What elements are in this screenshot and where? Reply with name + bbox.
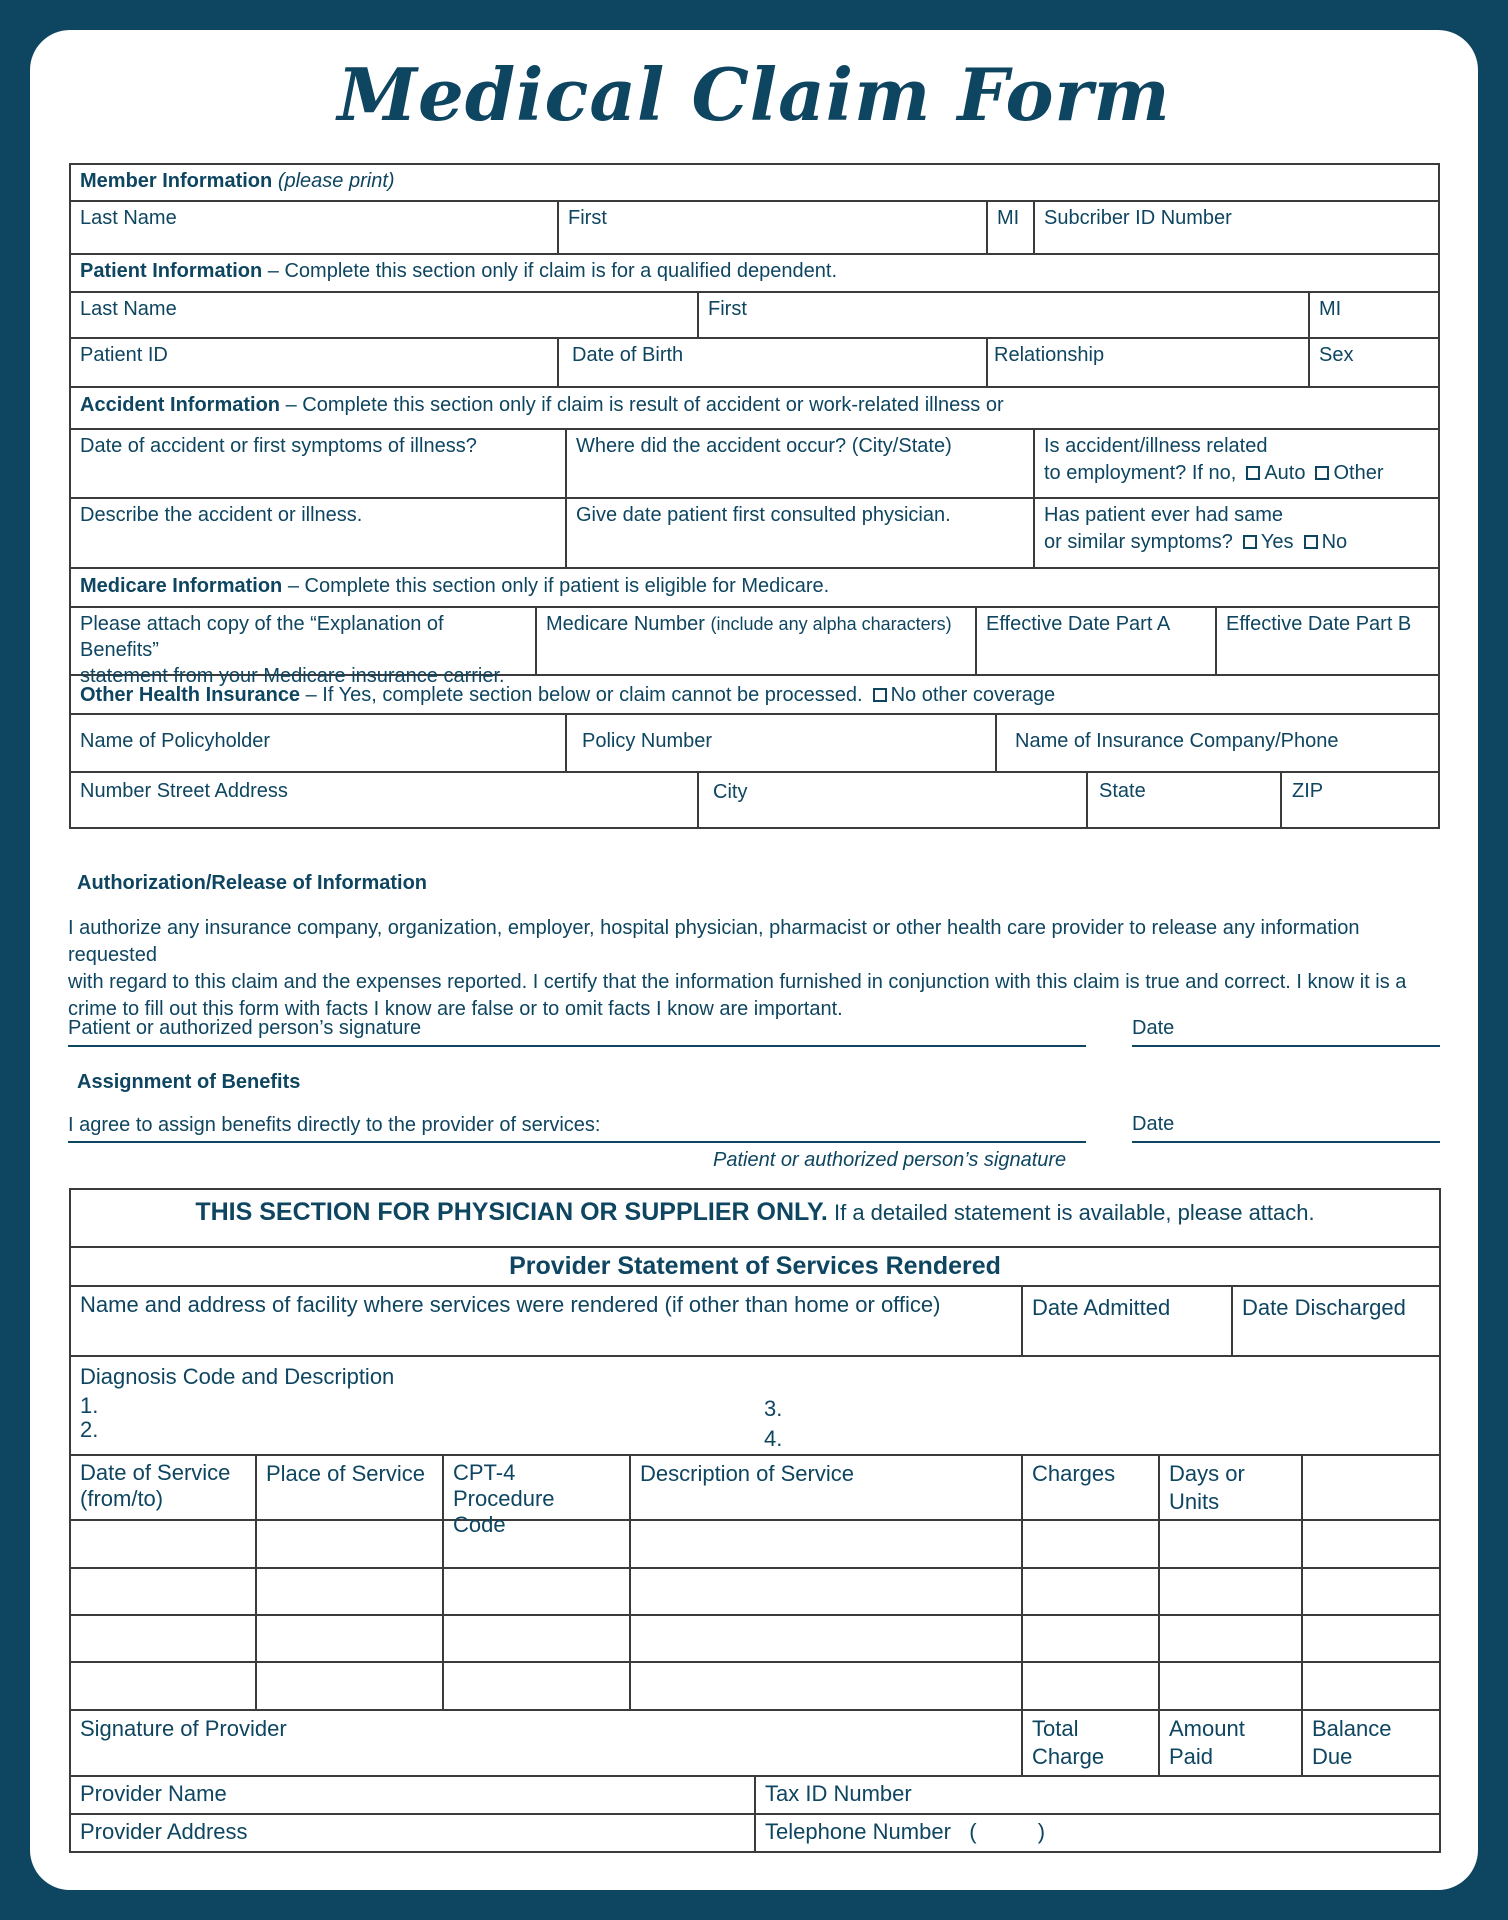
assignment-agree-label: I agree to assign benefits directly to the provider of services:	[68, 1114, 601, 1136]
accident-similar-field: Has patient ever had same or similar symptoms? Yes No	[1044, 504, 1348, 553]
authorization-date-label: Date	[1132, 1017, 1175, 1039]
city-field[interactable]: City	[713, 781, 748, 803]
auto-checkbox[interactable]	[1246, 466, 1260, 480]
diagnosis-1: 1.	[80, 1393, 99, 1418]
policyholder-field[interactable]: Name of Policyholder	[80, 730, 271, 752]
diagnosis-2: 2.	[80, 1417, 99, 1442]
member-heading: Member Information (please print)	[80, 170, 395, 192]
provider-signature-field[interactable]: Signature of Provider	[80, 1716, 287, 1741]
col-date-of-service: Date of Service (from/to)	[80, 1460, 231, 1511]
provider-name-field[interactable]: Provider Name	[80, 1781, 227, 1806]
table-row[interactable]	[71, 1521, 1439, 1567]
policy-number-field[interactable]: Policy Number	[582, 730, 713, 752]
total-charge-field[interactable]: Total Charge	[1032, 1716, 1105, 1769]
date-discharged-field[interactable]: Date Discharged	[1242, 1295, 1406, 1320]
accident-where-field[interactable]: Where did the accident occur? (City/State)	[576, 435, 952, 457]
yes-checkbox[interactable]	[1243, 535, 1257, 549]
col-days-units: Days or Units	[1169, 1461, 1245, 1514]
patient-last-name-field[interactable]: Last Name	[80, 298, 177, 320]
no-other-coverage-checkbox[interactable]	[873, 688, 887, 702]
patient-heading: Patient Information – Complete this section only if claim is for a qualified dependent.	[80, 260, 837, 282]
member-mi-field[interactable]: MI	[997, 207, 1020, 229]
insurance-company-field[interactable]: Name of Insurance Company/Phone	[1015, 730, 1339, 752]
accident-consulted-field[interactable]: Give date patient first consulted physician.	[576, 504, 951, 526]
table-row[interactable]	[71, 1569, 1439, 1614]
amount-paid-field[interactable]: Amount Paid	[1169, 1716, 1245, 1769]
medicare-heading: Medicare Information – Complete this section only if patient is eligible for Medicare.	[80, 575, 830, 597]
patient-mi-field[interactable]: MI	[1319, 298, 1342, 320]
date-admitted-field[interactable]: Date Admitted	[1032, 1295, 1171, 1320]
col-place-of-service: Place of Service	[266, 1461, 425, 1486]
accident-date-field[interactable]: Date of accident or first symptoms of illness?	[80, 435, 477, 457]
patient-relationship-field[interactable]: Relationship	[994, 344, 1105, 366]
physician-banner: THIS SECTION FOR PHYSICIAN OR SUPPLIER ONLY. If a detailed statement is available, please attach.	[195, 1198, 1315, 1226]
accident-employment-field: Is accident/illness related to employment? If no, Auto Other	[1044, 435, 1384, 484]
balance-due-field[interactable]: Balance Due	[1312, 1716, 1392, 1769]
patient-id-field[interactable]: Patient ID	[80, 344, 168, 366]
authorization-heading: Authorization/Release of Information	[77, 872, 428, 894]
authorization-date-line[interactable]	[1132, 1045, 1440, 1047]
medicare-part-a-field[interactable]: Effective Date Part A	[986, 613, 1171, 635]
facility-field[interactable]: Name and address of facility where services were rendered (if other than home or office)	[80, 1292, 941, 1317]
other-insurance-heading: Other Health Insurance – If Yes, complete section below or claim cannot be processed. No other coverage	[80, 684, 1056, 706]
state-field[interactable]: State	[1099, 780, 1146, 802]
accident-describe-field[interactable]: Describe the accident or illness.	[80, 504, 363, 526]
member-first-field[interactable]: First	[568, 207, 607, 229]
accident-heading: Accident Information – Complete this section only if claim is result of accident or work-related illness or	[80, 394, 1004, 416]
authorization-text: I authorize any insurance company, organization, employer, hospital physician, pharmacist or other health care provider to release any information requested with regard to this claim and the expenses reported. I certify that the information furnished in conjunction with this claim is true and correct. I know it is a crime to fill out this form with facts I know are false or to omit facts I know are important.	[68, 917, 1407, 1020]
col-charges: Charges	[1032, 1461, 1116, 1486]
table-row[interactable]	[71, 1663, 1439, 1709]
other-checkbox[interactable]	[1315, 466, 1329, 480]
medicare-attach-note: Please attach copy of the “Explanation of Benefits” statement from your Medicare insurance carrier.	[80, 613, 505, 687]
authorization-signature-label: Patient or authorized person’s signature	[68, 1017, 422, 1039]
assignment-date-label: Date	[1132, 1113, 1175, 1135]
diagnosis-4: 4.	[764, 1426, 783, 1451]
subscriber-id-field[interactable]: Subcriber ID Number	[1044, 207, 1232, 229]
table-row[interactable]	[71, 1616, 1439, 1661]
tax-id-field[interactable]: Tax ID Number	[765, 1781, 912, 1806]
street-address-field[interactable]: Number Street Address	[80, 780, 288, 802]
zip-field[interactable]: ZIP	[1292, 780, 1324, 802]
assignment-signature-caption: Patient or authorized person’s signature	[713, 1149, 1067, 1171]
medicare-number-field[interactable]: Medicare Number (include any alpha characters)	[546, 613, 952, 635]
telephone-field[interactable]: Telephone Number ( )	[765, 1819, 1046, 1844]
assignment-signature-line[interactable]	[68, 1141, 1086, 1143]
form-title: Medical Claim Form	[337, 52, 1171, 137]
col-description: Description of Service	[640, 1461, 854, 1486]
diagnosis-field[interactable]: Diagnosis Code and Description 1. 2.	[71, 1359, 1439, 1454]
patient-sex-field[interactable]: Sex	[1319, 344, 1354, 366]
patient-dob-field[interactable]: Date of Birth	[572, 344, 684, 366]
diagnosis-3: 3.	[764, 1396, 783, 1421]
patient-first-field[interactable]: First	[708, 298, 747, 320]
assignment-heading: Assignment of Benefits	[77, 1071, 301, 1093]
medicare-part-b-field[interactable]: Effective Date Part B	[1226, 613, 1412, 635]
statement-title: Provider Statement of Services Rendered	[509, 1252, 1001, 1280]
authorization-signature-line[interactable]	[68, 1045, 1086, 1047]
member-last-name-field[interactable]: Last Name	[80, 207, 177, 229]
assignment-date-line[interactable]	[1132, 1141, 1440, 1143]
provider-address-field[interactable]: Provider Address	[80, 1819, 248, 1844]
col-cpt-code: CPT-4 Procedure Code	[453, 1460, 555, 1537]
no-checkbox[interactable]	[1304, 535, 1318, 549]
